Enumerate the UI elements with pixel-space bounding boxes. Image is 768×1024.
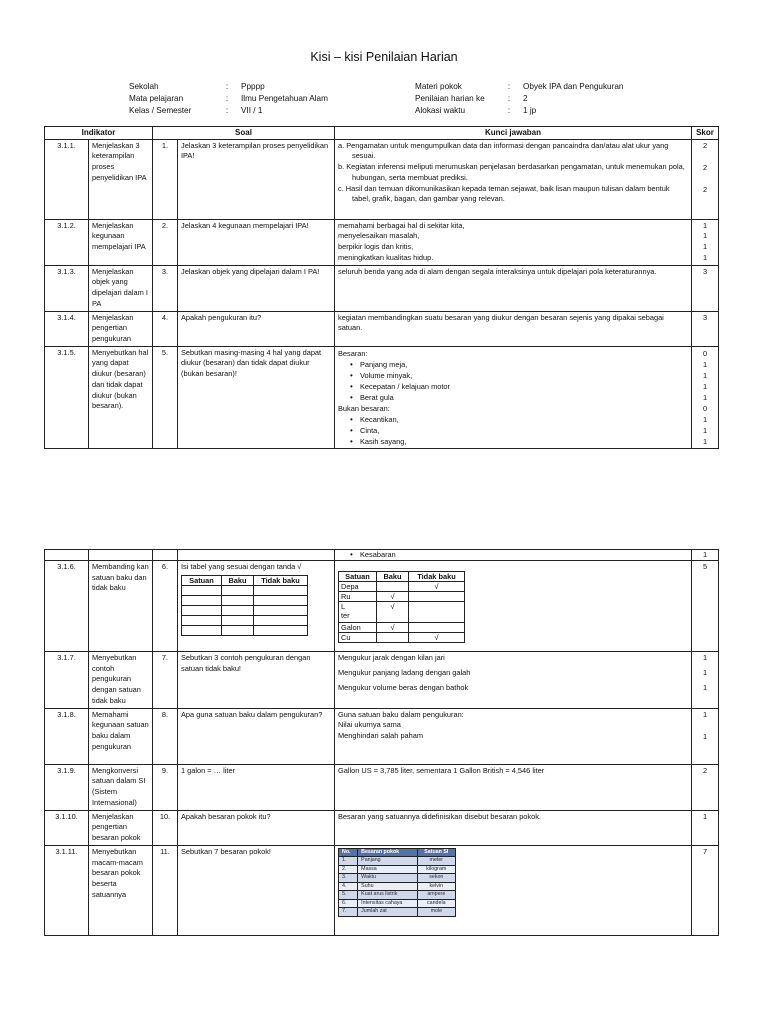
question-text: 1 galon = … liter: [178, 764, 335, 810]
answer-key: Gallon US = 3,785 liter, sementara 1 Gallon British = 4,546 liter: [335, 764, 692, 810]
indicator-text: Menjelaskan objek yang dipelajari dalam I PA: [89, 265, 153, 311]
info-label: Mata pelajaran: [129, 94, 184, 103]
list-item: • Kecantikan,: [360, 414, 688, 425]
header-soal: Soal: [153, 127, 335, 140]
table-row: [45, 346, 719, 448]
table-row: [45, 561, 719, 652]
score: 1: [702, 731, 708, 741]
table-row: [45, 764, 719, 810]
list-item: • Kesabaran: [360, 550, 688, 560]
indicator-text: Memahami kegunaan satuan baku dalam pengukuran: [89, 708, 153, 764]
answer-key: seluruh benda yang ada di alam dengan segala interaksinya untuk dipelajari pola keteraturannya.: [335, 265, 692, 311]
score: 1: [702, 653, 708, 662]
score: 1: [702, 370, 708, 380]
score: 1: [702, 220, 708, 230]
indicator-text: Menyebutkan macam-macam besaran pokok beserta satuannya: [89, 845, 153, 935]
score: 2: [692, 764, 719, 810]
answer-line: memahami berbagai hal di sekitar kita,: [338, 220, 465, 230]
score: 1: [692, 810, 719, 845]
question-text: Sebutkan 7 besaran pokok!: [178, 845, 335, 935]
score-cell: [692, 652, 719, 709]
info-label: Penilaian harian ke: [415, 94, 485, 103]
score: 1: [702, 252, 708, 262]
indicator-text: Menyebutkan contoh pengukuran dengan satuan tidak baku: [89, 652, 153, 709]
score: 1: [702, 683, 708, 692]
si-unit: mole: [417, 908, 455, 917]
score: 5: [692, 561, 719, 652]
header-kunci: Kunci jawaban: [335, 127, 692, 140]
score: 1: [702, 231, 708, 241]
unit-cell: Cu: [339, 633, 377, 643]
score-cell: [692, 708, 719, 764]
info-label: Materi pokok: [415, 82, 462, 91]
score: 1: [702, 436, 708, 446]
question-text: Sebutkan masing-masing 4 hal yang dapat diukur (besaran) dan tidak dapat diukur (bukan besaran)!: [178, 346, 335, 448]
info-value: VII / 1: [241, 106, 263, 115]
units-header-cell: Besaran pokok: [358, 848, 417, 857]
question-line: Isi tabel yang sesuai dengan tanda √: [181, 562, 302, 571]
score: 7: [692, 845, 719, 935]
answer-line: Guna satuan baku dalam pengukuran:: [338, 709, 464, 719]
score-cell: [692, 139, 719, 219]
question-text: Jelaskan 4 kegunaan mempelajari IPA!: [178, 219, 335, 265]
answer-key: kegiatan membandingkan suatu besaran yang diukur dengan besaran sejenis yang dipakai sebagai satuan.: [335, 311, 692, 346]
indicator-code: 3.1.7.: [45, 652, 89, 709]
score: 3: [692, 265, 719, 311]
score-cell: [692, 219, 719, 265]
score: 1: [702, 242, 708, 252]
col-header: Baku: [222, 575, 254, 585]
answer-heading: Bukan besaran:: [338, 403, 390, 413]
question-number: 1.: [153, 139, 178, 219]
answer-key: [335, 139, 692, 219]
table-row: [45, 265, 719, 311]
check-cell: [409, 592, 465, 602]
table-header: [45, 127, 719, 140]
list-item: • Kasih sayang,: [360, 436, 688, 447]
indicator-text: Menjelaskan pengertian besaran pokok: [89, 810, 153, 845]
info-right: Materi pokok : Obyek IPA dan Pengukuran Penilaian harian ke : 2 Alokasi waktu : 1 jp: [415, 82, 624, 115]
score: 0: [702, 348, 708, 358]
indicator-code: 3.1.2.: [45, 219, 89, 265]
quantity-name: Massa: [358, 865, 417, 874]
info-left: Sekolah : Ppppp Mata pelajaran : Ilmu Pengetahuan Alam Kelas / Semester : VII / 1: [129, 82, 328, 115]
check-cell: √: [377, 623, 409, 633]
unit-no: 5.: [339, 891, 358, 900]
info-label: Kelas / Semester: [129, 106, 192, 115]
unit-no: 2.: [339, 865, 358, 874]
si-unit: meter: [417, 857, 455, 866]
answer-line: meningkatkan kualitas hidup.: [338, 252, 434, 262]
question-number: 8.: [153, 708, 178, 764]
question-number: 7.: [153, 652, 178, 709]
score: 1: [702, 425, 708, 435]
table-row: [45, 311, 719, 346]
question-text: Jelaskan 3 keterampilan proses penyelidikan IPA!: [178, 139, 335, 219]
answer-key: [335, 652, 692, 709]
check-cell: [409, 623, 465, 633]
score: 2: [702, 140, 708, 150]
info-value: Ppppp: [241, 82, 265, 91]
indicator-text: Membanding kan satuan baku dan tidak baku: [89, 561, 153, 652]
score-cell: [692, 346, 719, 448]
page-title: Kisi – kisi Penilaian Harian: [310, 50, 458, 64]
question-number: 10.: [153, 810, 178, 845]
unit-no: 6.: [339, 899, 358, 908]
answer-line: berpikir logis dan kritis,: [338, 242, 414, 252]
quantity-name: Jumlah zat: [358, 908, 417, 917]
indicator-text: Menjelaskan 3 keterampilan proses penyelidikan IPA: [89, 139, 153, 219]
indicator-code: 3.1.8.: [45, 708, 89, 764]
table-row: [45, 652, 719, 709]
indicator-code: 3.1.4.: [45, 311, 89, 346]
col-header: Satuan: [182, 575, 222, 585]
col-header: Tidak baku: [409, 572, 465, 582]
table-row: [45, 845, 719, 935]
indicator-code: 3.1.10.: [45, 810, 89, 845]
question-text: Apa guna satuan baku dalam pengukuran?: [178, 708, 335, 764]
indicator-code: 3.1.9.: [45, 764, 89, 810]
table-row: [45, 708, 719, 764]
indicator-code: 3.1.3.: [45, 265, 89, 311]
answer-table: [338, 571, 465, 643]
answer-line: a. Pengamatan untuk mengumpulkan data dan informasi dengan pancaindra dan/atau alat ukur yang sesuai.: [338, 140, 669, 161]
question-number: 11.: [153, 845, 178, 935]
question-text: [178, 561, 335, 652]
info-value: 1 jp: [523, 106, 537, 115]
unit-cell: Depa: [339, 582, 377, 592]
indicator-text: Mengkonversi satuan dalam SI (Sistem Internasional): [89, 764, 153, 810]
question-number: 9.: [153, 764, 178, 810]
quantity-name: Panjang: [358, 857, 417, 866]
answer-key: [335, 346, 692, 448]
answer-heading: Besaran:: [338, 348, 368, 358]
si-unit: kilogram: [417, 865, 455, 874]
indicator-text: Menjelaskan kegunaan mempelajari IPA: [89, 219, 153, 265]
unit-no: 4.: [339, 882, 358, 891]
info-value: 2: [523, 94, 528, 103]
unit-cell: Ru: [339, 592, 377, 602]
unit-cell: Galon: [339, 623, 377, 633]
list-item: • Berat gula: [360, 392, 688, 403]
score: 1: [702, 381, 708, 391]
answer-key: [335, 550, 692, 561]
col-header: Baku: [377, 572, 409, 582]
si-unit: kelvin: [417, 882, 455, 891]
question-number: 2.: [153, 219, 178, 265]
check-cell: [377, 582, 409, 592]
answer-line: Mengukur panjang ladang dengan galah: [338, 668, 471, 677]
question-number: 4.: [153, 311, 178, 346]
score: 1: [702, 414, 708, 424]
unit-cell: L ter: [339, 602, 377, 623]
score: 1: [702, 668, 708, 677]
score: 3: [692, 311, 719, 346]
unit-no: 3.: [339, 874, 358, 883]
score: 1: [692, 550, 719, 561]
indicator-code: 3.1.11.: [45, 845, 89, 935]
col-header: Satuan: [339, 572, 377, 582]
list-item: • Volume minyak,: [360, 370, 688, 381]
question-text: Apakah besaran pokok itu?: [178, 810, 335, 845]
answer-line: Nilai ukurnya sama: [338, 720, 401, 730]
check-cell: √: [377, 592, 409, 602]
base-quantities-table: [338, 848, 456, 917]
check-cell: √: [409, 582, 465, 592]
answer-key: Besaran yang satuannya didefinisikan disebut besaran pokok.: [335, 810, 692, 845]
answer-key: [335, 845, 692, 935]
score: 1: [702, 392, 708, 402]
table-row: [45, 219, 719, 265]
check-cell: √: [409, 633, 465, 643]
si-unit: candela: [417, 899, 455, 908]
indicator-text: Menyebutkan hal yang dapat diukur (besaran) dan tidak dapat diukur (bukan besaran).: [89, 346, 153, 448]
header-indikator: Indikator: [45, 127, 153, 140]
col-header: Tidak baku: [254, 575, 308, 585]
units-header-cell: Satuan SI: [417, 848, 455, 857]
score: 0: [702, 403, 708, 413]
answer-key: [335, 708, 692, 764]
unit-no: 1.: [339, 857, 358, 866]
assessment-table-continued: [44, 549, 719, 936]
score: 2: [702, 184, 708, 194]
answer-line: b. Kegiatan inferensi meliputi merumuskan penjelasan berdasarkan pengamatan, untuk menemukan pola, hubungan, serta membuat prediksi.: [338, 162, 685, 182]
score: 1: [702, 709, 708, 719]
check-cell: [409, 602, 465, 623]
indicator-code: 3.1.5.: [45, 346, 89, 448]
list-item: • Panjang meja,: [360, 359, 688, 370]
answer-line: Mengukur volume beras dengan bathok: [338, 683, 469, 692]
answer-line: menyelesaikan masalah,: [338, 231, 420, 241]
question-number: 5.: [153, 346, 178, 448]
question-blank-table: [181, 575, 308, 636]
unit-no: 7.: [339, 908, 358, 917]
info-label: Sekolah: [129, 82, 159, 91]
table-row: [45, 810, 719, 845]
question-number: 3.: [153, 265, 178, 311]
answer-line: Menghindari salah paham: [338, 731, 424, 741]
table-row: [45, 550, 719, 561]
header-skor: Skor: [692, 127, 719, 140]
indicator-text: Menjelaskan pengertian pengukuran: [89, 311, 153, 346]
units-header-cell: No.: [339, 848, 358, 857]
indicator-code: 3.1.6.: [45, 561, 89, 652]
quantity-name: Intensitas cahaya: [358, 899, 417, 908]
question-text: Apakah pengukuran itu?: [178, 311, 335, 346]
table-row: [45, 139, 719, 219]
answer-line: c. Hasil dan temuan dikomunikasikan kepada teman sejawat, baik lisan maupun tulisan dalam bentuk tabel, grafik, bagan, dan gambar yang relevan.: [338, 183, 670, 204]
score: 1: [702, 359, 708, 369]
list-item: • Cinta,: [360, 425, 688, 436]
list-item: • Kecepatan / kelajuan motor: [360, 381, 688, 392]
quantity-name: Suhu: [358, 882, 417, 891]
check-cell: √: [377, 602, 409, 623]
answer-line: Mengukur jarak dengan kilan jari: [338, 653, 445, 662]
answer-key: [335, 561, 692, 652]
question-number: 6.: [153, 561, 178, 652]
indicator-code: 3.1.1.: [45, 139, 89, 219]
check-cell: [377, 633, 409, 643]
quantity-name: Kuat arus listrik: [358, 891, 417, 900]
info-label: Alokasi waktu: [415, 106, 466, 115]
si-unit: sekon: [417, 874, 455, 883]
assessment-table: [44, 126, 719, 449]
question-text: Jelaskan objek yang dipelajari dalam I PA!: [178, 265, 335, 311]
question-text: Sebutkan 3 contoh pengukuran dengan satuan tidak baku!: [178, 652, 335, 709]
answer-key: [335, 219, 692, 265]
info-value: Obyek IPA dan Pengukuran: [523, 82, 624, 91]
quantity-name: Waktu: [358, 874, 417, 883]
si-unit: ampere: [417, 891, 455, 900]
info-value: Ilmu Pengetahuan Alam: [241, 94, 328, 103]
score: 2: [702, 162, 708, 172]
